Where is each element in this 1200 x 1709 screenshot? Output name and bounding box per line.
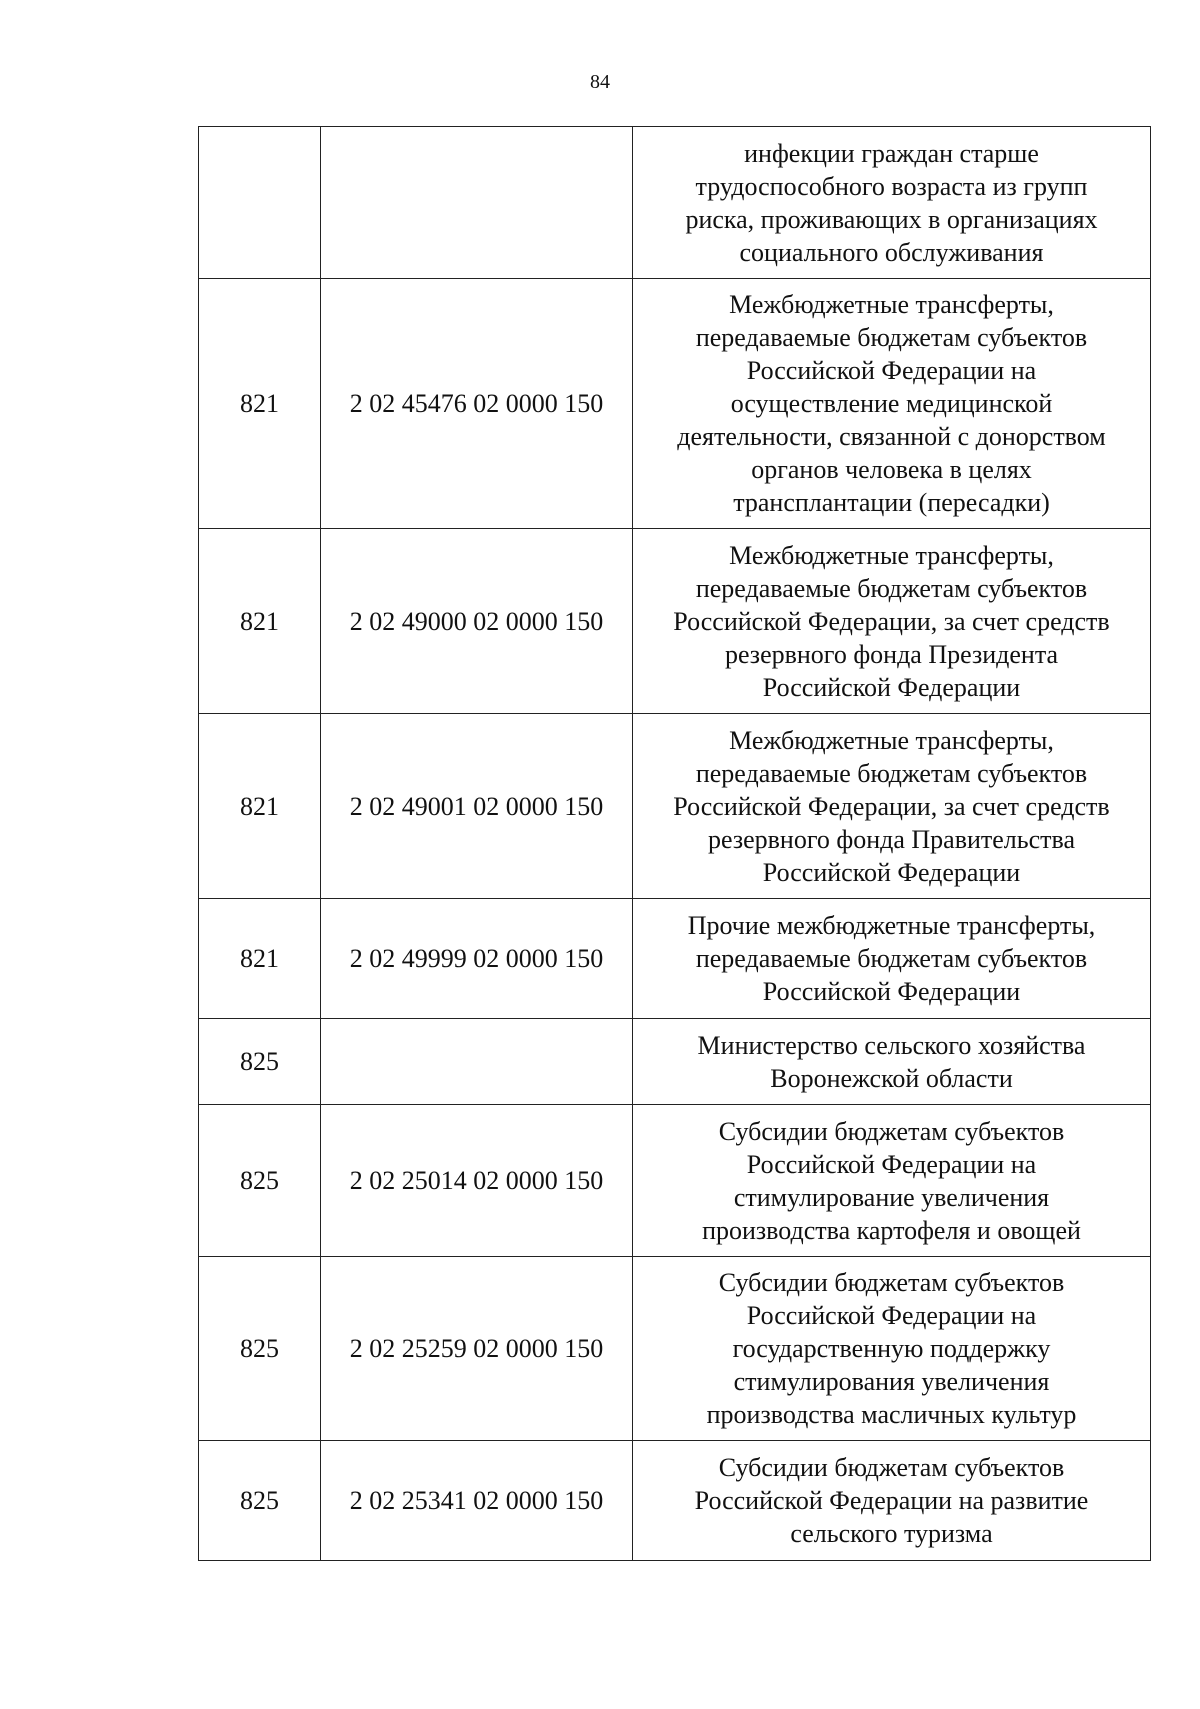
admin-code-cell: 821 [199, 714, 321, 899]
description-cell: Министерство сельского хозяйства Воронежской области [633, 1019, 1151, 1105]
description-cell: Межбюджетные трансферты, передаваемые бюджетам субъектов Российской Федерации, за счет средств резервного фонда Правительства Российской Федерации [633, 714, 1151, 899]
description-cell: Межбюджетные трансферты, передаваемые бюджетам субъектов Российской Федерации, за счет средств резервного фонда Президента Российской Федерации [633, 529, 1151, 714]
table-row [199, 529, 1151, 714]
table-row [199, 714, 1151, 899]
page-number: 84 [590, 71, 610, 93]
admin-code-cell: 825 [199, 1257, 321, 1441]
admin-code-cell: 825 [199, 1105, 321, 1257]
income-code-cell: 2 02 49000 02 0000 150 [321, 529, 633, 714]
income-code-cell: 2 02 49001 02 0000 150 [321, 714, 633, 899]
description-cell: Межбюджетные трансферты, передаваемые бюджетам субъектов Российской Федерации на осуществление медицинской деятельности, связанной с донорством органов человека в целях трансплантации (пересадки) [633, 279, 1151, 529]
table-row [199, 1441, 1151, 1561]
description-cell: Прочие межбюджетные трансферты, передаваемые бюджетам субъектов Российской Федерации [633, 899, 1151, 1019]
table-row [199, 279, 1151, 529]
table-row [199, 1257, 1151, 1441]
income-code-cell: 2 02 45476 02 0000 150 [321, 279, 633, 529]
budget-income-table [198, 126, 1151, 1561]
admin-code-cell [199, 127, 321, 279]
income-code-cell: 2 02 25341 02 0000 150 [321, 1441, 633, 1561]
description-cell: Субсидии бюджетам субъектов Российской Федерации на развитие сельского туризма [633, 1441, 1151, 1561]
admin-code-cell: 821 [199, 529, 321, 714]
admin-code-cell: 825 [199, 1019, 321, 1105]
income-code-cell: 2 02 25259 02 0000 150 [321, 1257, 633, 1441]
income-code-cell [321, 1019, 633, 1105]
table-row [199, 899, 1151, 1019]
income-code-cell [321, 127, 633, 279]
description-cell: Субсидии бюджетам субъектов Российской Федерации на стимулирование увеличения производства картофеля и овощей [633, 1105, 1151, 1257]
table-row [199, 127, 1151, 279]
table-row [199, 1105, 1151, 1257]
income-code-cell: 2 02 25014 02 0000 150 [321, 1105, 633, 1257]
table-row [199, 1019, 1151, 1105]
admin-code-cell: 825 [199, 1441, 321, 1561]
description-cell: Субсидии бюджетам субъектов Российской Федерации на государственную поддержку стимулирования увеличения производства масличных культур [633, 1257, 1151, 1441]
income-code-cell: 2 02 49999 02 0000 150 [321, 899, 633, 1019]
admin-code-cell: 821 [199, 899, 321, 1019]
description-cell: инфекции граждан старше трудоспособного возраста из групп риска, проживающих в организациях социального обслуживания [633, 127, 1151, 279]
admin-code-cell: 821 [199, 279, 321, 529]
